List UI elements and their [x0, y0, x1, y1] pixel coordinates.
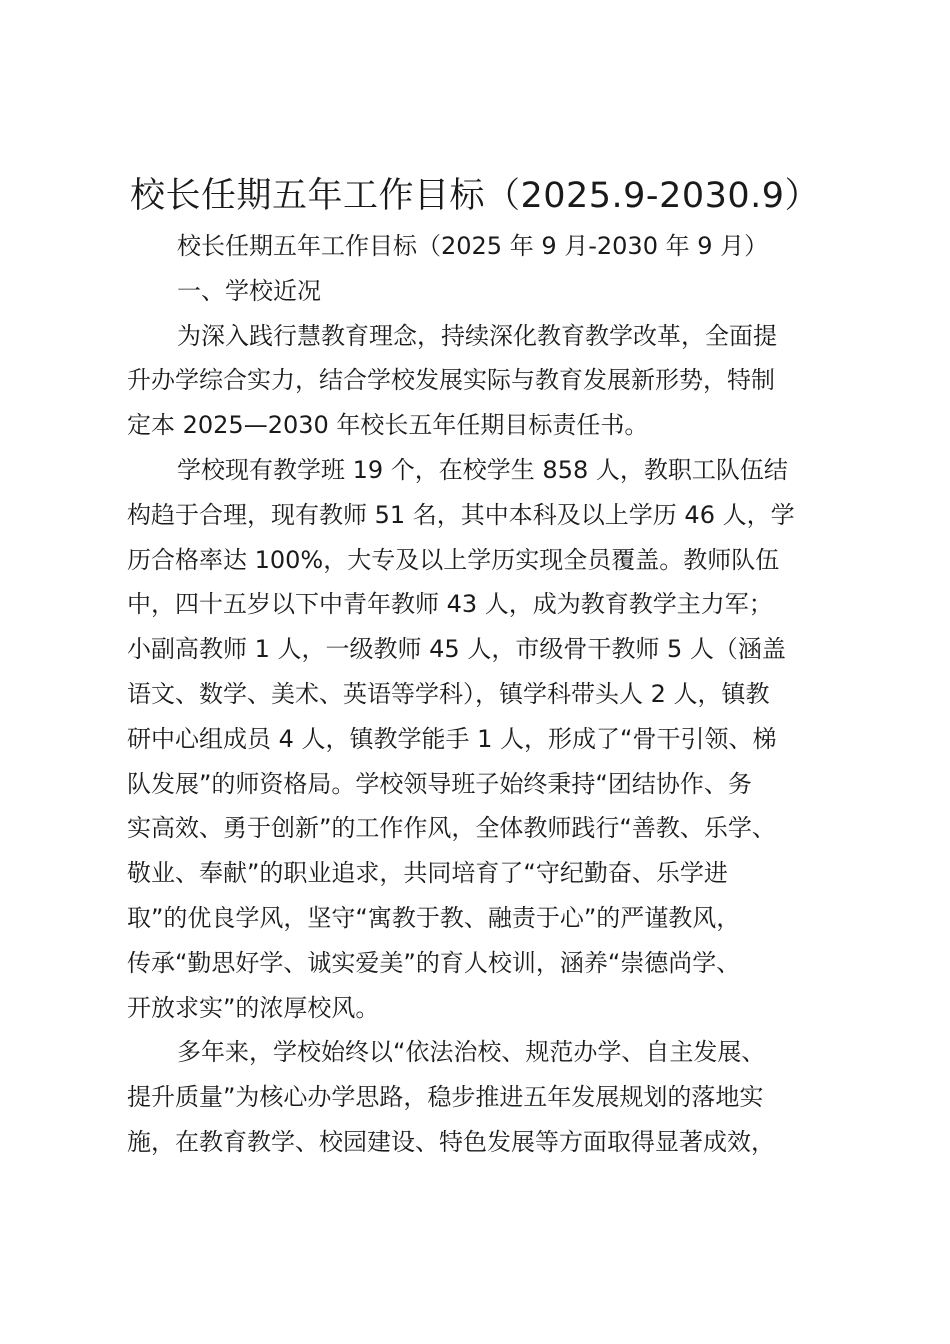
text-line: 队发展”的师资格局。学校领导班子始终秉持“团结协作、务 [127, 769, 752, 798]
text-line: 多年来，学校始终以“依法治校、规范办学、自主发展、 [177, 1038, 766, 1067]
text-line: 提升质量”为核心办学思路，稳步推进五年发展规划的落地实 [127, 1083, 764, 1112]
text-line: 研中心组成员 4 人，镇教学能手 1 人，形成了“骨干引领、梯 [127, 724, 777, 753]
text-line: 中，四十五岁以下中青年教师 43 人，成为教育教学主力军； [127, 590, 773, 619]
text-line: 学校现有教学班 19 个，在校学生 858 人，教职工队伍结 [177, 455, 788, 484]
text-line: 敬业、奉献”的职业追求，共同培育了“守纪勤奋、乐学进 [127, 859, 728, 888]
text-line: 一、学校近况 [177, 276, 321, 305]
text-line: 传承“勤思好学、诚实爱美”的育人校训，涵养“崇德尚学、 [127, 948, 741, 977]
text-line: 历合格率达 100%，大专及以上学历实现全员覆盖。教师队伍 [127, 545, 780, 574]
text-line: 构趋于合理，现有教师 51 名，其中本科及以上学历 46 人，学 [127, 500, 795, 529]
text-line: 小副高教师 1 人，一级教师 45 人，市级骨干教师 5 人（涵盖 [127, 635, 786, 664]
text-line: 定本 2025—2030 年校长五年任期目标责任书。 [127, 411, 649, 440]
text-line: 为深入践行慧教育理念，持续深化教育教学改革，全面提 [177, 321, 777, 350]
document-body [127, 224, 837, 1165]
document-title: 校长任期五年工作目标（2025.9-2030.9） [129, 176, 821, 216]
text-line: 语文、数学、美术、英语等学科），镇学科带头人 2 人，镇教 [127, 679, 770, 708]
text-line: 开放求实”的浓厚校风。 [127, 993, 380, 1022]
text-line: 实高效、勇于创新”的工作作风，全体教师践行“善教、乐学、 [127, 814, 776, 843]
text-line: 取”的优良学风，坚守“寓教于教、融责于心”的严谨教风， [127, 903, 741, 932]
text-line: 升办学综合实力，结合学校发展实际与教育发展新形势，特制 [127, 366, 775, 395]
text-line: 校长任期五年工作目标（2025 年 9 月-2030 年 9 月） [177, 232, 769, 260]
text-line: 施，在教育教学、校园建设、特色发展等方面取得显著成效， [127, 1127, 775, 1156]
